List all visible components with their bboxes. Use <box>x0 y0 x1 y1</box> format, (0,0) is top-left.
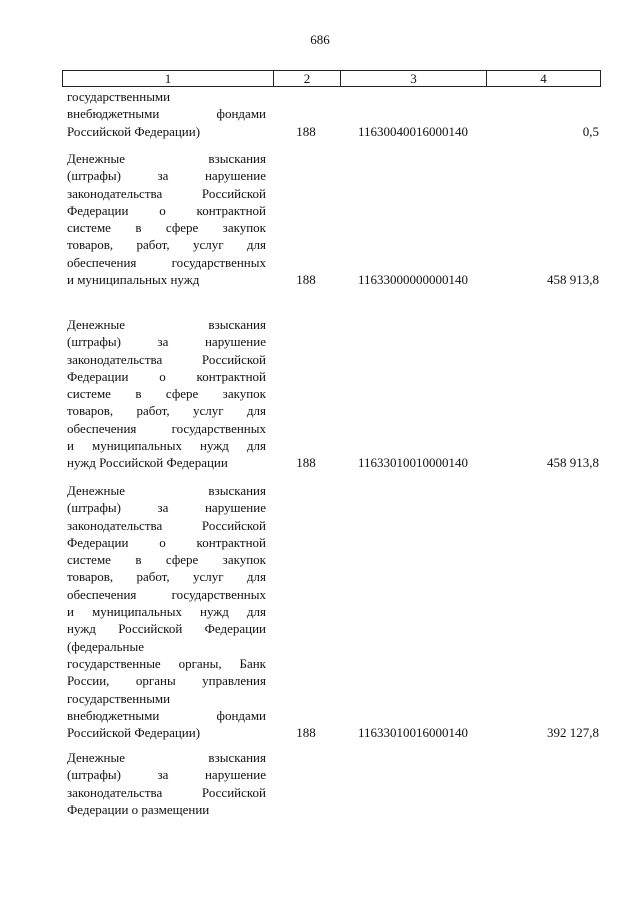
description-line: государственными <box>67 89 171 104</box>
row-amount: 458 913,8 <box>547 455 599 471</box>
description-line: (штрафы) за нарушение <box>67 500 266 516</box>
description-line: Денежные взыскания <box>67 151 266 166</box>
description-line: Денежные взыскания <box>67 750 266 765</box>
row-amount: 0,5 <box>582 123 599 139</box>
row-admin-code: 188 <box>296 272 316 288</box>
description-line: Федерации о контрактной <box>67 202 266 218</box>
description-line: законодательства Российской <box>67 185 266 201</box>
description-line: и муниципальных нужд <box>67 272 200 288</box>
row-amount: 392 127,8 <box>547 725 599 741</box>
row-description <box>67 749 266 818</box>
row-description <box>67 88 266 140</box>
description-line: Денежные взыскания <box>67 483 266 498</box>
row-admin-code: 188 <box>296 725 316 741</box>
description-line: Федерации о размещении <box>67 801 210 817</box>
description-line: системе в сфере закупок <box>67 552 266 568</box>
description-line: нужд Российской Федерации <box>67 621 266 637</box>
description-line: законодательства Российской <box>67 784 266 800</box>
description-line: товаров, работ, услуг для <box>67 403 266 419</box>
row-admin-code: 188 <box>296 455 316 471</box>
header-col-3: 3 <box>341 71 487 86</box>
description-line: системе в сфере закупок <box>67 386 266 402</box>
description-line: Российской Федерации) <box>67 725 201 741</box>
description-line: Федерации о контрактной <box>67 534 266 550</box>
row-admin-code: 188 <box>296 123 316 139</box>
description-line: внебюджетными фондами <box>67 106 266 122</box>
row-description <box>67 482 266 741</box>
description-line: государственными <box>67 690 171 706</box>
header-col-4: 4 <box>540 71 547 86</box>
description-line: обеспечения государственных <box>67 254 266 270</box>
description-line: государственные органы, Банк <box>67 655 266 671</box>
description-line: (федеральные <box>67 638 144 654</box>
header-col-2: 2 <box>274 71 341 86</box>
description-line: и муниципальных нужд для <box>67 604 266 620</box>
description-line: (штрафы) за нарушение <box>67 334 266 350</box>
header-col-1: 1 <box>63 71 274 86</box>
table-header <box>62 70 601 87</box>
row-description <box>67 316 266 472</box>
page-number: 686 <box>310 32 330 47</box>
description-line: (штрафы) за нарушение <box>67 168 266 184</box>
description-line: системе в сфере закупок <box>67 220 266 236</box>
row-budget-code: 11633000000000140 <box>357 272 469 288</box>
description-line: Денежные взыскания <box>67 317 266 332</box>
description-line: обеспечения государственных <box>67 586 266 602</box>
description-line: обеспечения государственных <box>67 420 266 436</box>
description-line: нужд Российской Федерации <box>67 455 228 471</box>
row-budget-code: 11633010010000140 <box>357 455 469 471</box>
description-line: (штрафы) за нарушение <box>67 767 266 783</box>
row-amount: 458 913,8 <box>547 272 599 288</box>
description-line: законодательства Российской <box>67 351 266 367</box>
description-line: законодательства Российской <box>67 517 266 533</box>
row-budget-code: 11633010016000140 <box>357 725 469 741</box>
description-line: внебюджетными фондами <box>67 707 266 723</box>
description-line: товаров, работ, услуг для <box>67 569 266 585</box>
description-line: России, органы управления <box>67 673 266 689</box>
description-line: Федерации о контрактной <box>67 368 266 384</box>
row-budget-code: 11630040016000140 <box>357 123 469 139</box>
description-line: и муниципальных нужд для <box>67 438 266 454</box>
row-description <box>67 150 266 288</box>
description-line: Российской Федерации) <box>67 123 201 139</box>
description-line: товаров, работ, услуг для <box>67 237 266 253</box>
